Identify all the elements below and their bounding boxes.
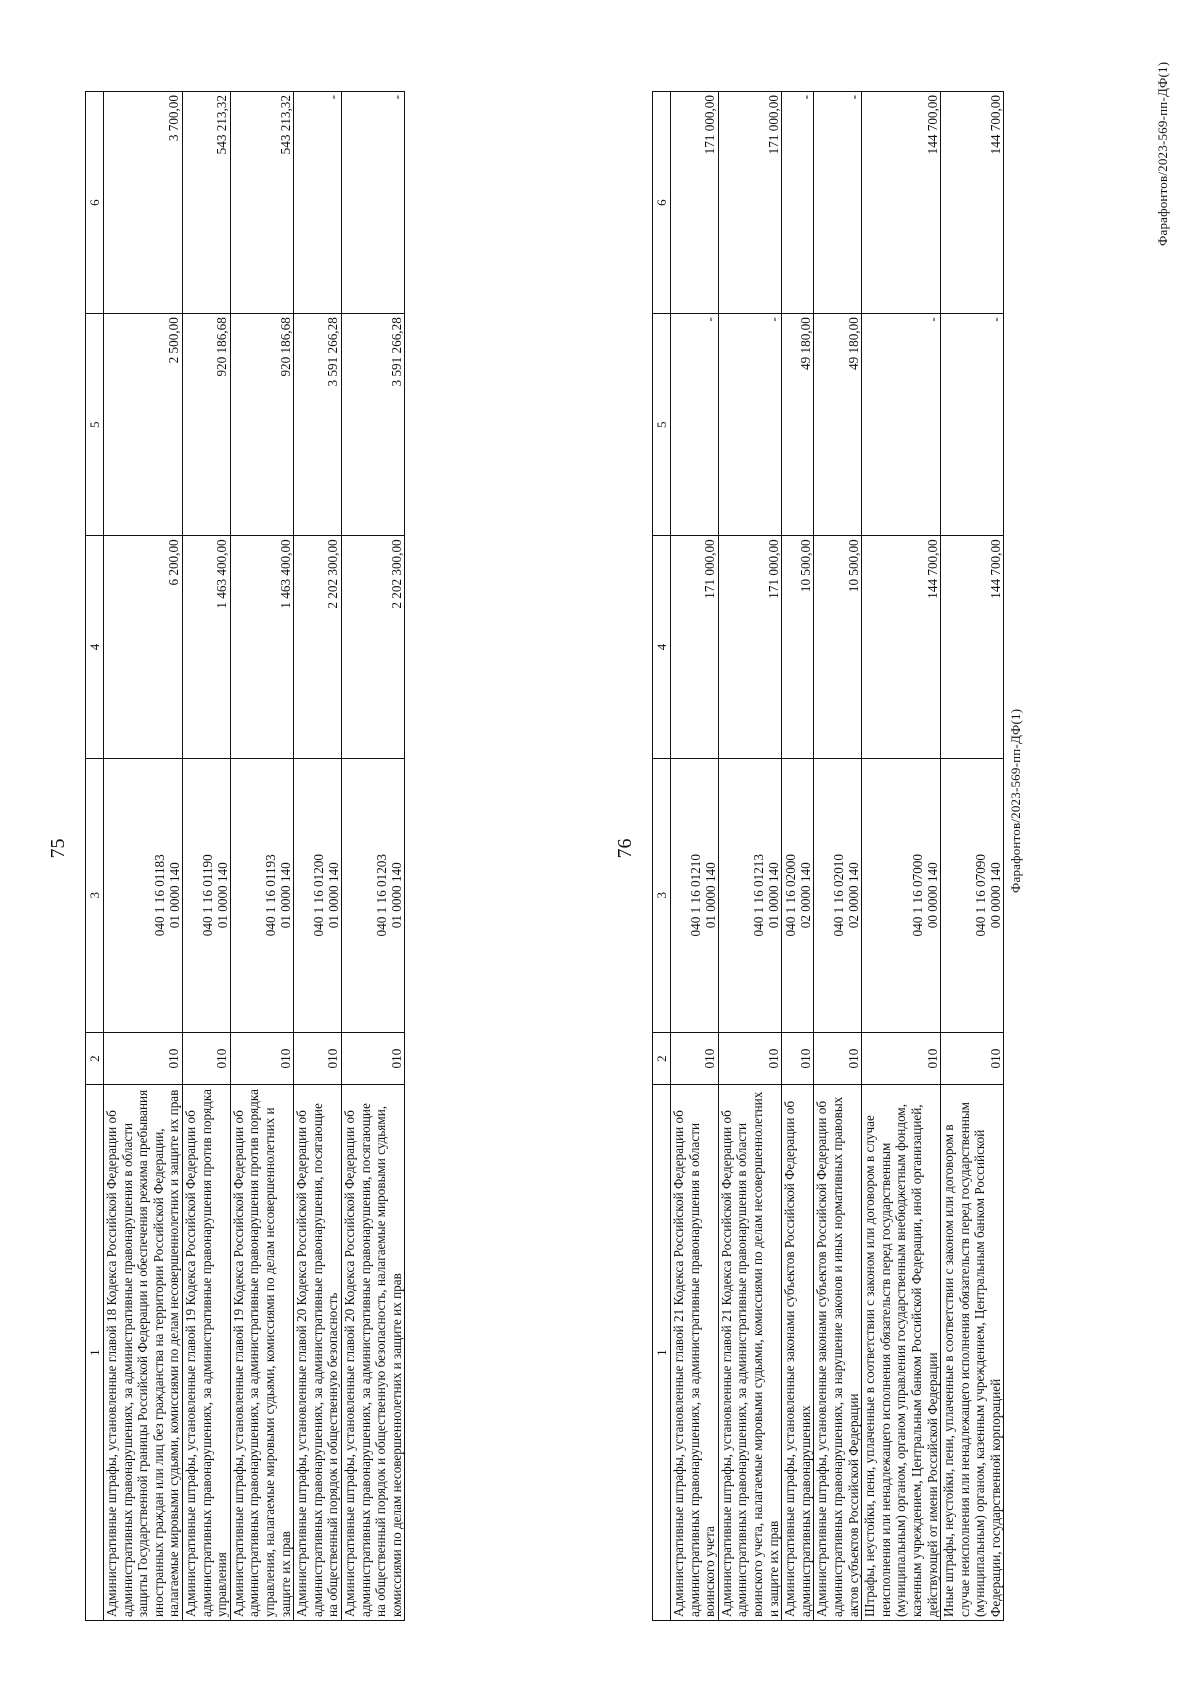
row-col4-value: 10 500,00 <box>814 536 862 758</box>
row-col4-value: 1 463 400,00 <box>230 536 293 758</box>
row-kbk-code: 040 1 16 01190 01 0000 140 <box>182 758 230 1032</box>
column-header: 3 <box>86 758 104 1032</box>
table-row <box>104 92 183 1621</box>
row-col6-value: 543 213,32 <box>182 92 230 314</box>
header-row <box>653 92 671 1621</box>
column-header: 1 <box>653 1085 671 1621</box>
column-header: 5 <box>86 314 104 536</box>
row-kbk-code: 040 1 16 01210 01 0000 140 <box>671 758 719 1032</box>
page-number: 75 <box>47 838 69 859</box>
revenue-table <box>652 91 1004 1621</box>
row-kbk-code: 040 1 16 01213 01 0000 140 <box>718 758 781 1032</box>
row-name: Иные штрафы, неустойки, пени, уплаченные в соответствии с законом или договором в случае неисполнения или ненадлежащего исполнения обязательств перед государственным (муниципальным) органом, казенным учреждением, Центральным банком Российской Федерации, государственной корпорацией <box>941 1085 1004 1621</box>
row-col5-value: 920 186,68 <box>230 314 293 536</box>
row-code-admin: 010 <box>182 1032 230 1084</box>
page-number: 76 <box>614 838 636 859</box>
row-col5-value: - <box>941 314 1004 536</box>
table-row <box>230 92 293 1621</box>
column-header: 2 <box>653 1032 671 1084</box>
row-col6-value: 543 213,32 <box>230 92 293 314</box>
column-header: 1 <box>86 1085 104 1621</box>
row-col4-value: 1 463 400,00 <box>182 536 230 758</box>
row-col4-value: 144 700,00 <box>862 536 941 758</box>
row-col5-value: 49 180,00 <box>814 314 862 536</box>
row-col4-value: 144 700,00 <box>941 536 1004 758</box>
row-name: Административные штрафы, установленные главой 21 Кодекса Российской Федерации об административных правонарушениях, за административные правонарушения в области воинского учета <box>671 1085 719 1621</box>
column-header: 3 <box>653 758 671 1032</box>
row-name: Административные штрафы, установленные главой 19 Кодекса Российской Федерации об административных правонарушениях, за административные правонарушения против порядка управления, налагаемые мировыми судьями, комиссиями по делам несовершеннолетних и защите их прав <box>230 1085 293 1621</box>
row-name: Административные штрафы, установленные законами субъектов Российской Федерации об административных правонарушениях, за нарушение законов и иных нормативных правовых актов субъектов Российской Федерации <box>814 1085 862 1621</box>
row-name: Административные штрафы, установленные главой 20 Кодекса Российской Федерации об административных правонарушениях, за административные правонарушения, посягающие на общественный порядок и общественную безопасность <box>294 1085 342 1621</box>
column-header: 6 <box>653 92 671 314</box>
table-row <box>782 92 814 1621</box>
row-col6-value: 171 000,00 <box>671 92 719 314</box>
row-col5-value: 3 591 266,28 <box>294 314 342 536</box>
header-row <box>86 92 104 1621</box>
column-header: 6 <box>86 92 104 314</box>
revenue-table <box>85 91 405 1621</box>
row-kbk-code: 040 1 16 01203 01 0000 140 <box>341 758 404 1032</box>
row-col5-value: - <box>671 314 719 536</box>
row-col5-value: - <box>862 314 941 536</box>
document-footer: Фарафонтов/2023-569-пп-ДФ(1) <box>1008 708 1023 893</box>
row-col5-value: 3 591 266,28 <box>341 314 404 536</box>
row-name: Штрафы, неустойки, пени, уплаченные в соответствии с законом или договором в случае неисполнения или ненадлежащего исполнения обязательств перед государственным (муниципальным) органом, органом управления государственным внебюджетным фондом, казенным учреждением, Центральным банком Российской Федерации, иной организацией, действующей от имени Российской Федерации <box>862 1085 941 1621</box>
row-name: Административные штрафы, установленные главой 18 Кодекса Российской Федерации об административных правонарушениях, за административные правонарушения в области защиты Государственной границы Российской Федерации и обеспечения режима пребывания иностранных граждан или лиц без гражданства на территории Российской Федерации, налагаемые мировыми судьями, комиссиями по делам несовершеннолетних и защите их прав <box>104 1085 183 1621</box>
column-header: 4 <box>86 536 104 758</box>
row-code-admin: 010 <box>341 1032 404 1084</box>
row-col5-value: 920 186,68 <box>182 314 230 536</box>
column-header: 5 <box>653 314 671 536</box>
row-col4-value: 171 000,00 <box>671 536 719 758</box>
table-row <box>718 92 781 1621</box>
table-row <box>671 92 719 1621</box>
row-kbk-code: 040 1 16 01183 01 0000 140 <box>104 758 183 1032</box>
row-col6-value: - <box>294 92 342 314</box>
row-code-admin: 010 <box>230 1032 293 1084</box>
row-col4-value: 6 200,00 <box>104 536 183 758</box>
column-header: 2 <box>86 1032 104 1084</box>
row-code-admin: 010 <box>294 1032 342 1084</box>
row-col6-value: 144 700,00 <box>941 92 1004 314</box>
table-row <box>814 92 862 1621</box>
row-code-admin: 010 <box>941 1032 1004 1084</box>
row-col6-value: - <box>814 92 862 314</box>
row-code-admin: 010 <box>671 1032 719 1084</box>
table-row <box>862 92 941 1621</box>
row-code-admin: 010 <box>782 1032 814 1084</box>
table-row <box>941 92 1004 1621</box>
row-col5-value: 2 500,00 <box>104 314 183 536</box>
row-col5-value: 49 180,00 <box>782 314 814 536</box>
row-col5-value: - <box>718 314 781 536</box>
row-col6-value: - <box>341 92 404 314</box>
column-header: 4 <box>653 536 671 758</box>
row-kbk-code: 040 1 16 02000 02 0000 140 <box>782 758 814 1032</box>
row-col6-value: 171 000,00 <box>718 92 781 314</box>
row-kbk-code: 040 1 16 01200 01 0000 140 <box>294 758 342 1032</box>
row-kbk-code: 040 1 16 01193 01 0000 140 <box>230 758 293 1032</box>
row-name: Административные штрафы, установленные главой 21 Кодекса Российской Федерации об административных правонарушениях, за административные правонарушения в области воинского учета, налагаемые мировыми судьями, комиссиями по делам несовершеннолетних и защите их прав <box>718 1085 781 1621</box>
row-code-admin: 010 <box>862 1032 941 1084</box>
row-name: Административные штрафы, установленные главой 20 Кодекса Российской Федерации об административных правонарушениях, за административные правонарушения, посягающие на общественный порядок и общественную безопасность, налагаемые мировыми судьями, комиссиями по делам несовершеннолетних и защите их прав <box>341 1085 404 1621</box>
row-col4-value: 10 500,00 <box>782 536 814 758</box>
table-row <box>182 92 230 1621</box>
row-col4-value: 2 202 300,00 <box>341 536 404 758</box>
table-row <box>341 92 404 1621</box>
row-code-admin: 010 <box>104 1032 183 1084</box>
document-footer: Фарафонтов/2023-569-пп-ДФ(1) <box>1155 61 1170 246</box>
row-kbk-code: 040 1 16 07090 00 0000 140 <box>941 758 1004 1032</box>
row-kbk-code: 040 1 16 07000 00 0000 140 <box>862 758 941 1032</box>
row-kbk-code: 040 1 16 02010 02 0000 140 <box>814 758 862 1032</box>
row-col6-value: 3 700,00 <box>104 92 183 314</box>
row-col4-value: 171 000,00 <box>718 536 781 758</box>
row-code-admin: 010 <box>814 1032 862 1084</box>
row-name: Административные штрафы, установленные законами субъектов Российской Федерации об административных правонарушениях <box>782 1085 814 1621</box>
row-name: Административные штрафы, установленные главой 19 Кодекса Российской Федерации об административных правонарушениях, за административные правонарушения против порядка управления <box>182 1085 230 1621</box>
row-code-admin: 010 <box>718 1032 781 1084</box>
row-col4-value: 2 202 300,00 <box>294 536 342 758</box>
row-col6-value: - <box>782 92 814 314</box>
table-row <box>294 92 342 1621</box>
row-col6-value: 144 700,00 <box>862 92 941 314</box>
